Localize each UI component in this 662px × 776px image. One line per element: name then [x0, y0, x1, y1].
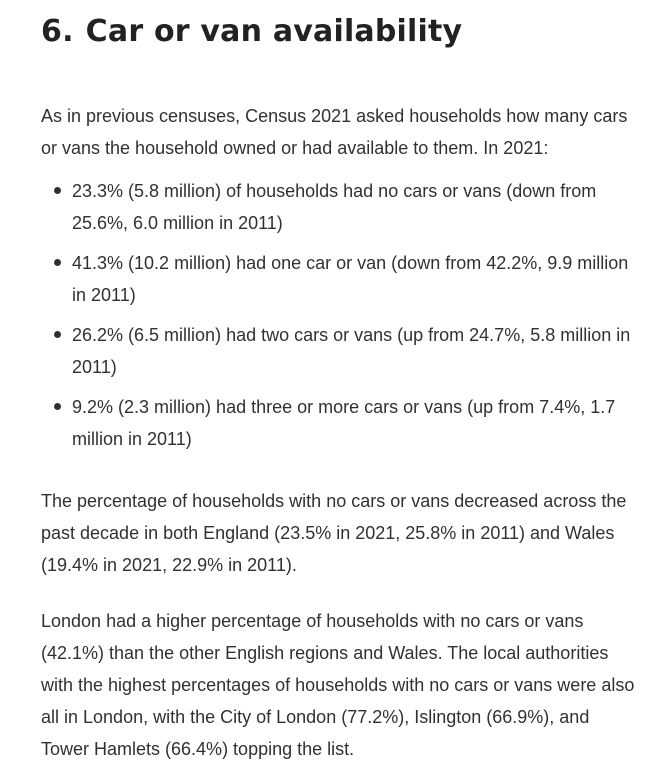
list-item — [72, 247, 640, 311]
list-item-text: 9.2% (2.3 million) had three or more cars or vans (up from 7.4%, 1.7 million in 2011) — [72, 397, 616, 449]
list-item — [72, 319, 640, 383]
bullet-icon — [54, 403, 61, 410]
section-title: Car or van availability — [85, 14, 463, 49]
bullet-icon — [54, 331, 61, 338]
list-item — [72, 175, 640, 239]
decrease-paragraph: The percentage of households with no cars or vans decreased across the past decade in both England (23.5% in 2021, 25.8% in 2011) and Wales (19.4% in 2021, 22.9% in 2011). — [41, 491, 627, 575]
bullet-icon — [54, 259, 61, 266]
london-paragraph: London had a higher percentage of households with no cars or vans (42.1%) than the other English regions and Wales. The local authorities with the highest percentages of households with no cars or vans were also all in London, with the City of London (77.2%), Islington (66.9%), and Tower Hamlets (66.4%) topping the list. — [41, 611, 635, 759]
statistics-list — [41, 175, 640, 455]
list-item-text: 26.2% (6.5 million) had two cars or vans (up from 24.7%, 5.8 million in 2011) — [72, 325, 631, 377]
bullet-icon — [54, 187, 61, 194]
list-item-text: 41.3% (10.2 million) had one car or van (down from 42.2%, 9.9 million in 2011) — [72, 253, 629, 305]
intro-paragraph: As in previous censuses, Census 2021 asked households how many cars or vans the household owned or had available to them. In 2021: — [41, 106, 628, 158]
section-heading — [41, 14, 640, 50]
list-item — [72, 391, 640, 455]
section-number: 6. — [41, 14, 74, 49]
list-item-text: 23.3% (5.8 million) of households had no cars or vans (down from 25.6%, 6.0 million in 2011) — [72, 181, 597, 233]
